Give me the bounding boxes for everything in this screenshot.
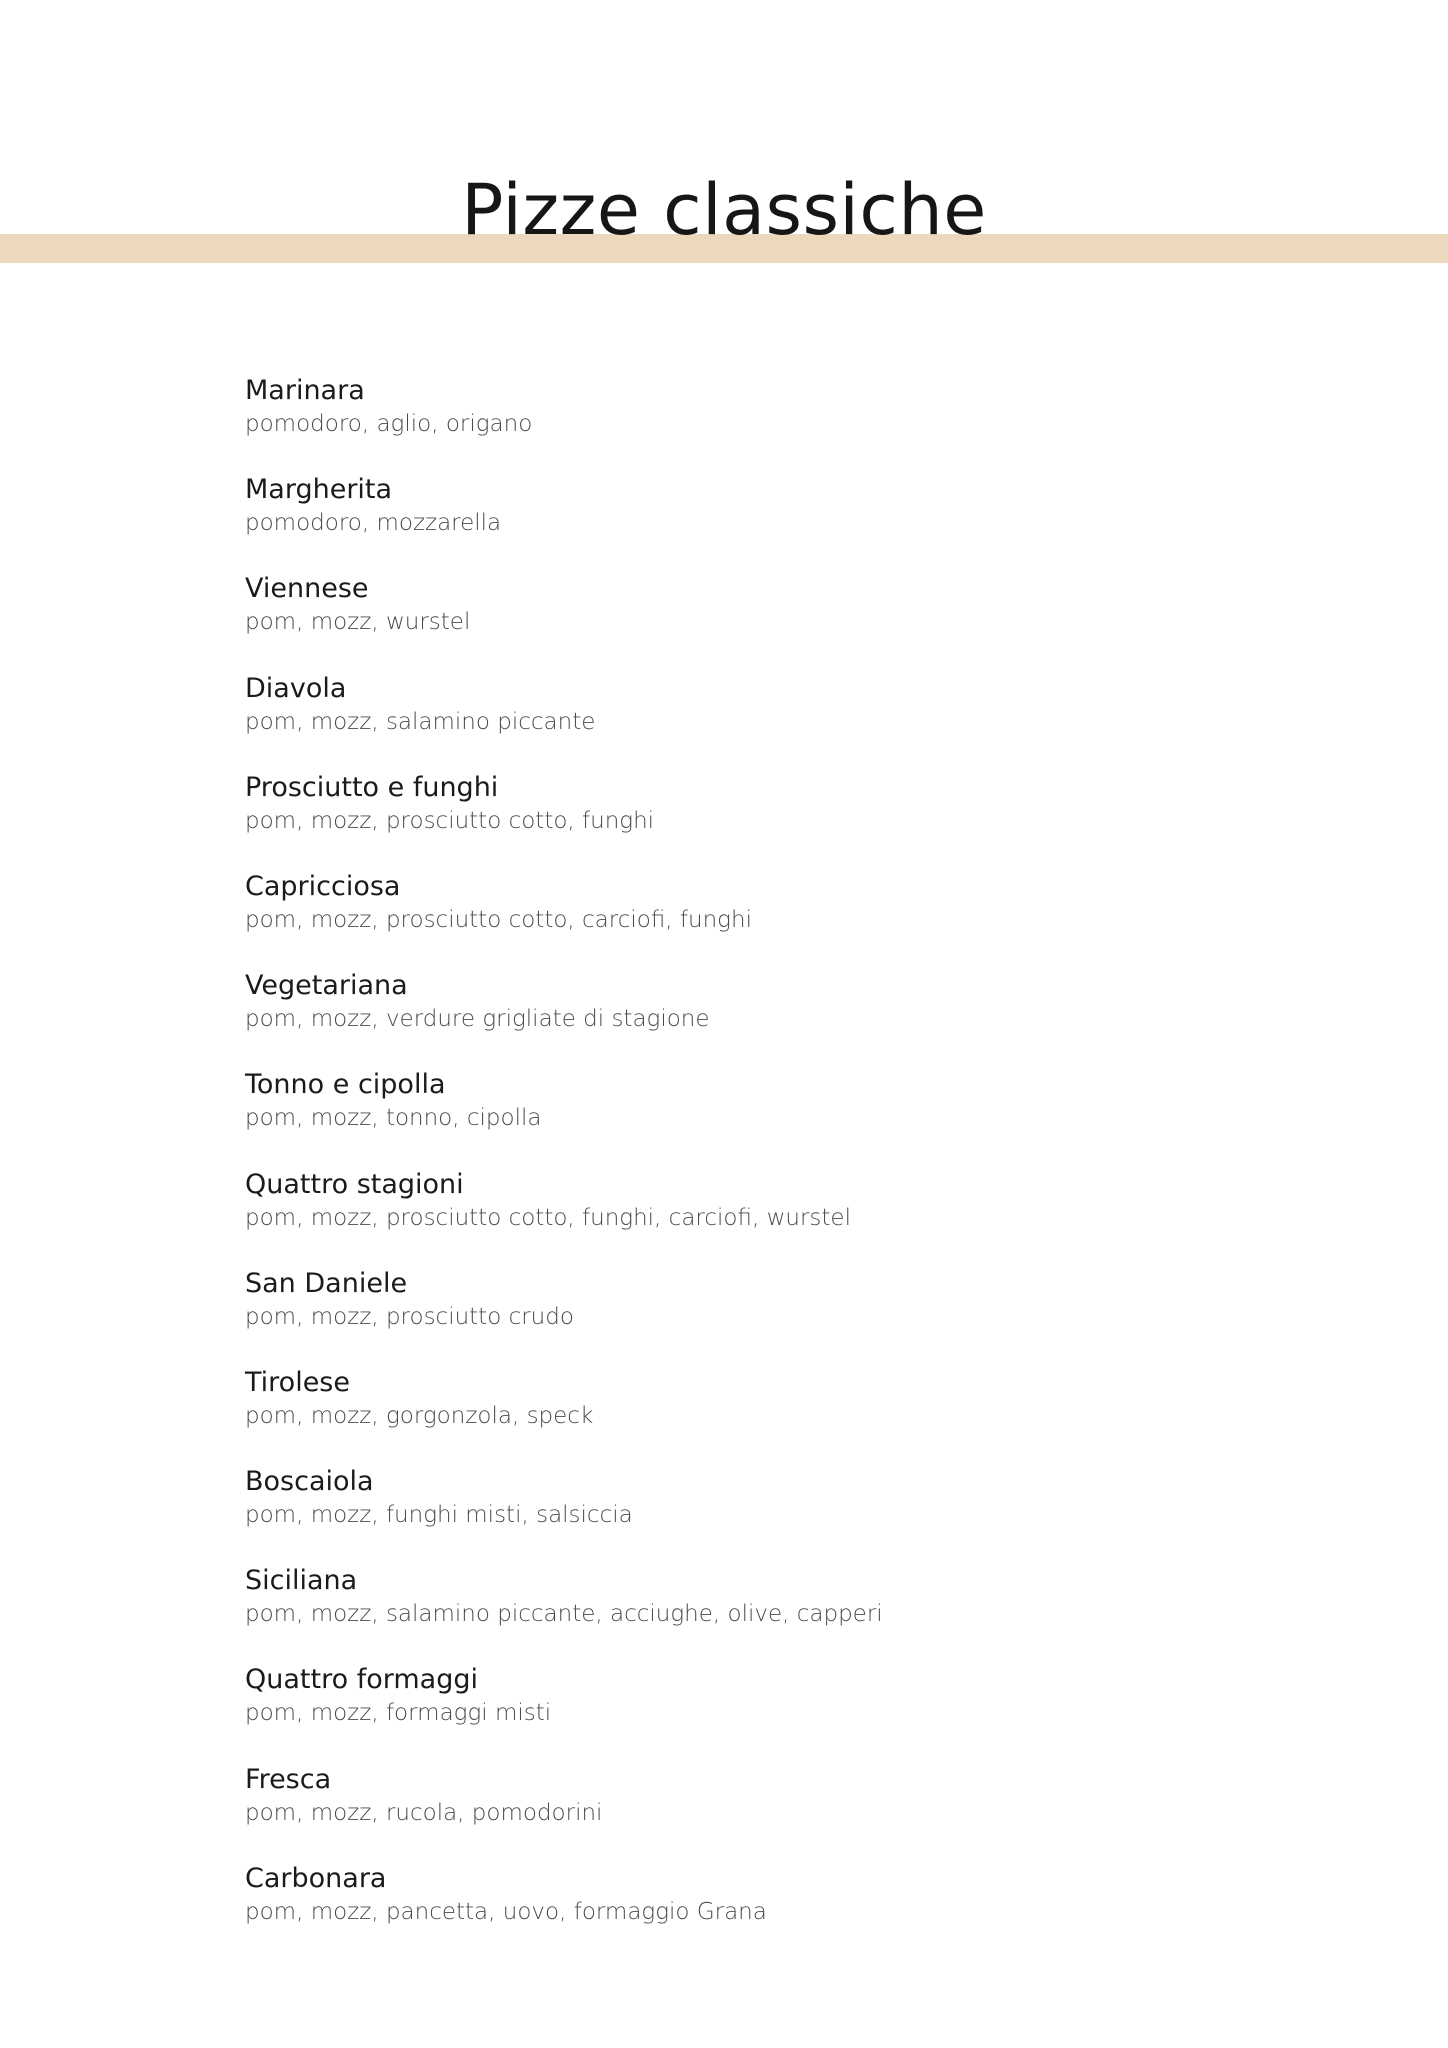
item-name: Quattro formaggi <box>245 1664 478 1696</box>
item-name: San Daniele <box>245 1267 408 1299</box>
item-ingredients: pom, mozz, pancetta, uovo, formaggio Grana <box>245 1898 767 1925</box>
item-name: Viennese <box>245 573 369 605</box>
menu-item <box>245 1661 1245 1760</box>
menu-item <box>245 372 1245 471</box>
item-name: Carbonara <box>245 1862 387 1894</box>
item-ingredients: pom, mozz, prosciutto cotto, funghi, carciofi, wurstel <box>245 1204 851 1231</box>
menu-item <box>245 570 1245 669</box>
item-name: Quattro stagioni <box>245 1168 464 1200</box>
item-ingredients: pom, mozz, gorgonzola, speck <box>245 1402 594 1429</box>
menu-item <box>245 1364 1245 1463</box>
menu-item <box>245 670 1245 769</box>
menu-item <box>245 769 1245 868</box>
item-ingredients: pom, mozz, rucola, pomodorini <box>245 1799 603 1826</box>
item-ingredients: pom, mozz, verdure grigliate di stagione <box>245 1006 710 1033</box>
item-name: Fresca <box>245 1763 332 1795</box>
menu-item <box>245 1166 1245 1265</box>
menu-list <box>245 372 1245 1959</box>
menu-item <box>245 1066 1245 1165</box>
item-ingredients: pom, mozz, salamino piccante <box>245 708 596 735</box>
page-title: Pizze classiche <box>461 169 987 251</box>
item-ingredients: pom, mozz, wurstel <box>245 609 471 636</box>
menu-item <box>245 868 1245 967</box>
menu-item <box>245 1265 1245 1364</box>
item-ingredients: pom, mozz, tonno, cipolla <box>245 1105 542 1132</box>
menu-item <box>245 471 1245 570</box>
menu-item <box>245 1562 1245 1661</box>
item-name: Capricciosa <box>245 870 401 902</box>
item-ingredients: pom, mozz, prosciutto cotto, carciofi, funghi <box>245 906 752 933</box>
item-name: Vegetariana <box>245 970 408 1002</box>
item-ingredients: pom, mozz, funghi misti, salsiccia <box>245 1502 633 1529</box>
item-ingredients: pomodoro, aglio, origano <box>245 411 533 437</box>
item-ingredients: pom, mozz, prosciutto crudo <box>245 1303 574 1330</box>
item-ingredients: pom, mozz, formaggi misti <box>245 1700 552 1727</box>
item-name: Boscaiola <box>245 1466 374 1498</box>
menu-item <box>245 967 1245 1066</box>
item-name: Margherita <box>245 474 393 506</box>
item-name: Diavola <box>245 672 347 704</box>
item-name: Tirolese <box>245 1366 350 1398</box>
menu-item <box>245 1761 1245 1860</box>
menu-item <box>245 1463 1245 1562</box>
item-name: Tonno e cipolla <box>245 1069 446 1101</box>
item-ingredients: pom, mozz, salamino piccante, acciughe, olive, capperi <box>245 1601 883 1628</box>
item-ingredients: pomodoro, mozzarella <box>245 510 502 537</box>
item-name: Prosciutto e funghi <box>245 771 499 803</box>
item-name: Marinara <box>245 375 365 406</box>
item-ingredients: pom, mozz, prosciutto cotto, funghi <box>245 807 655 834</box>
item-name: Siciliana <box>245 1565 358 1597</box>
menu-item <box>245 1860 1245 1959</box>
